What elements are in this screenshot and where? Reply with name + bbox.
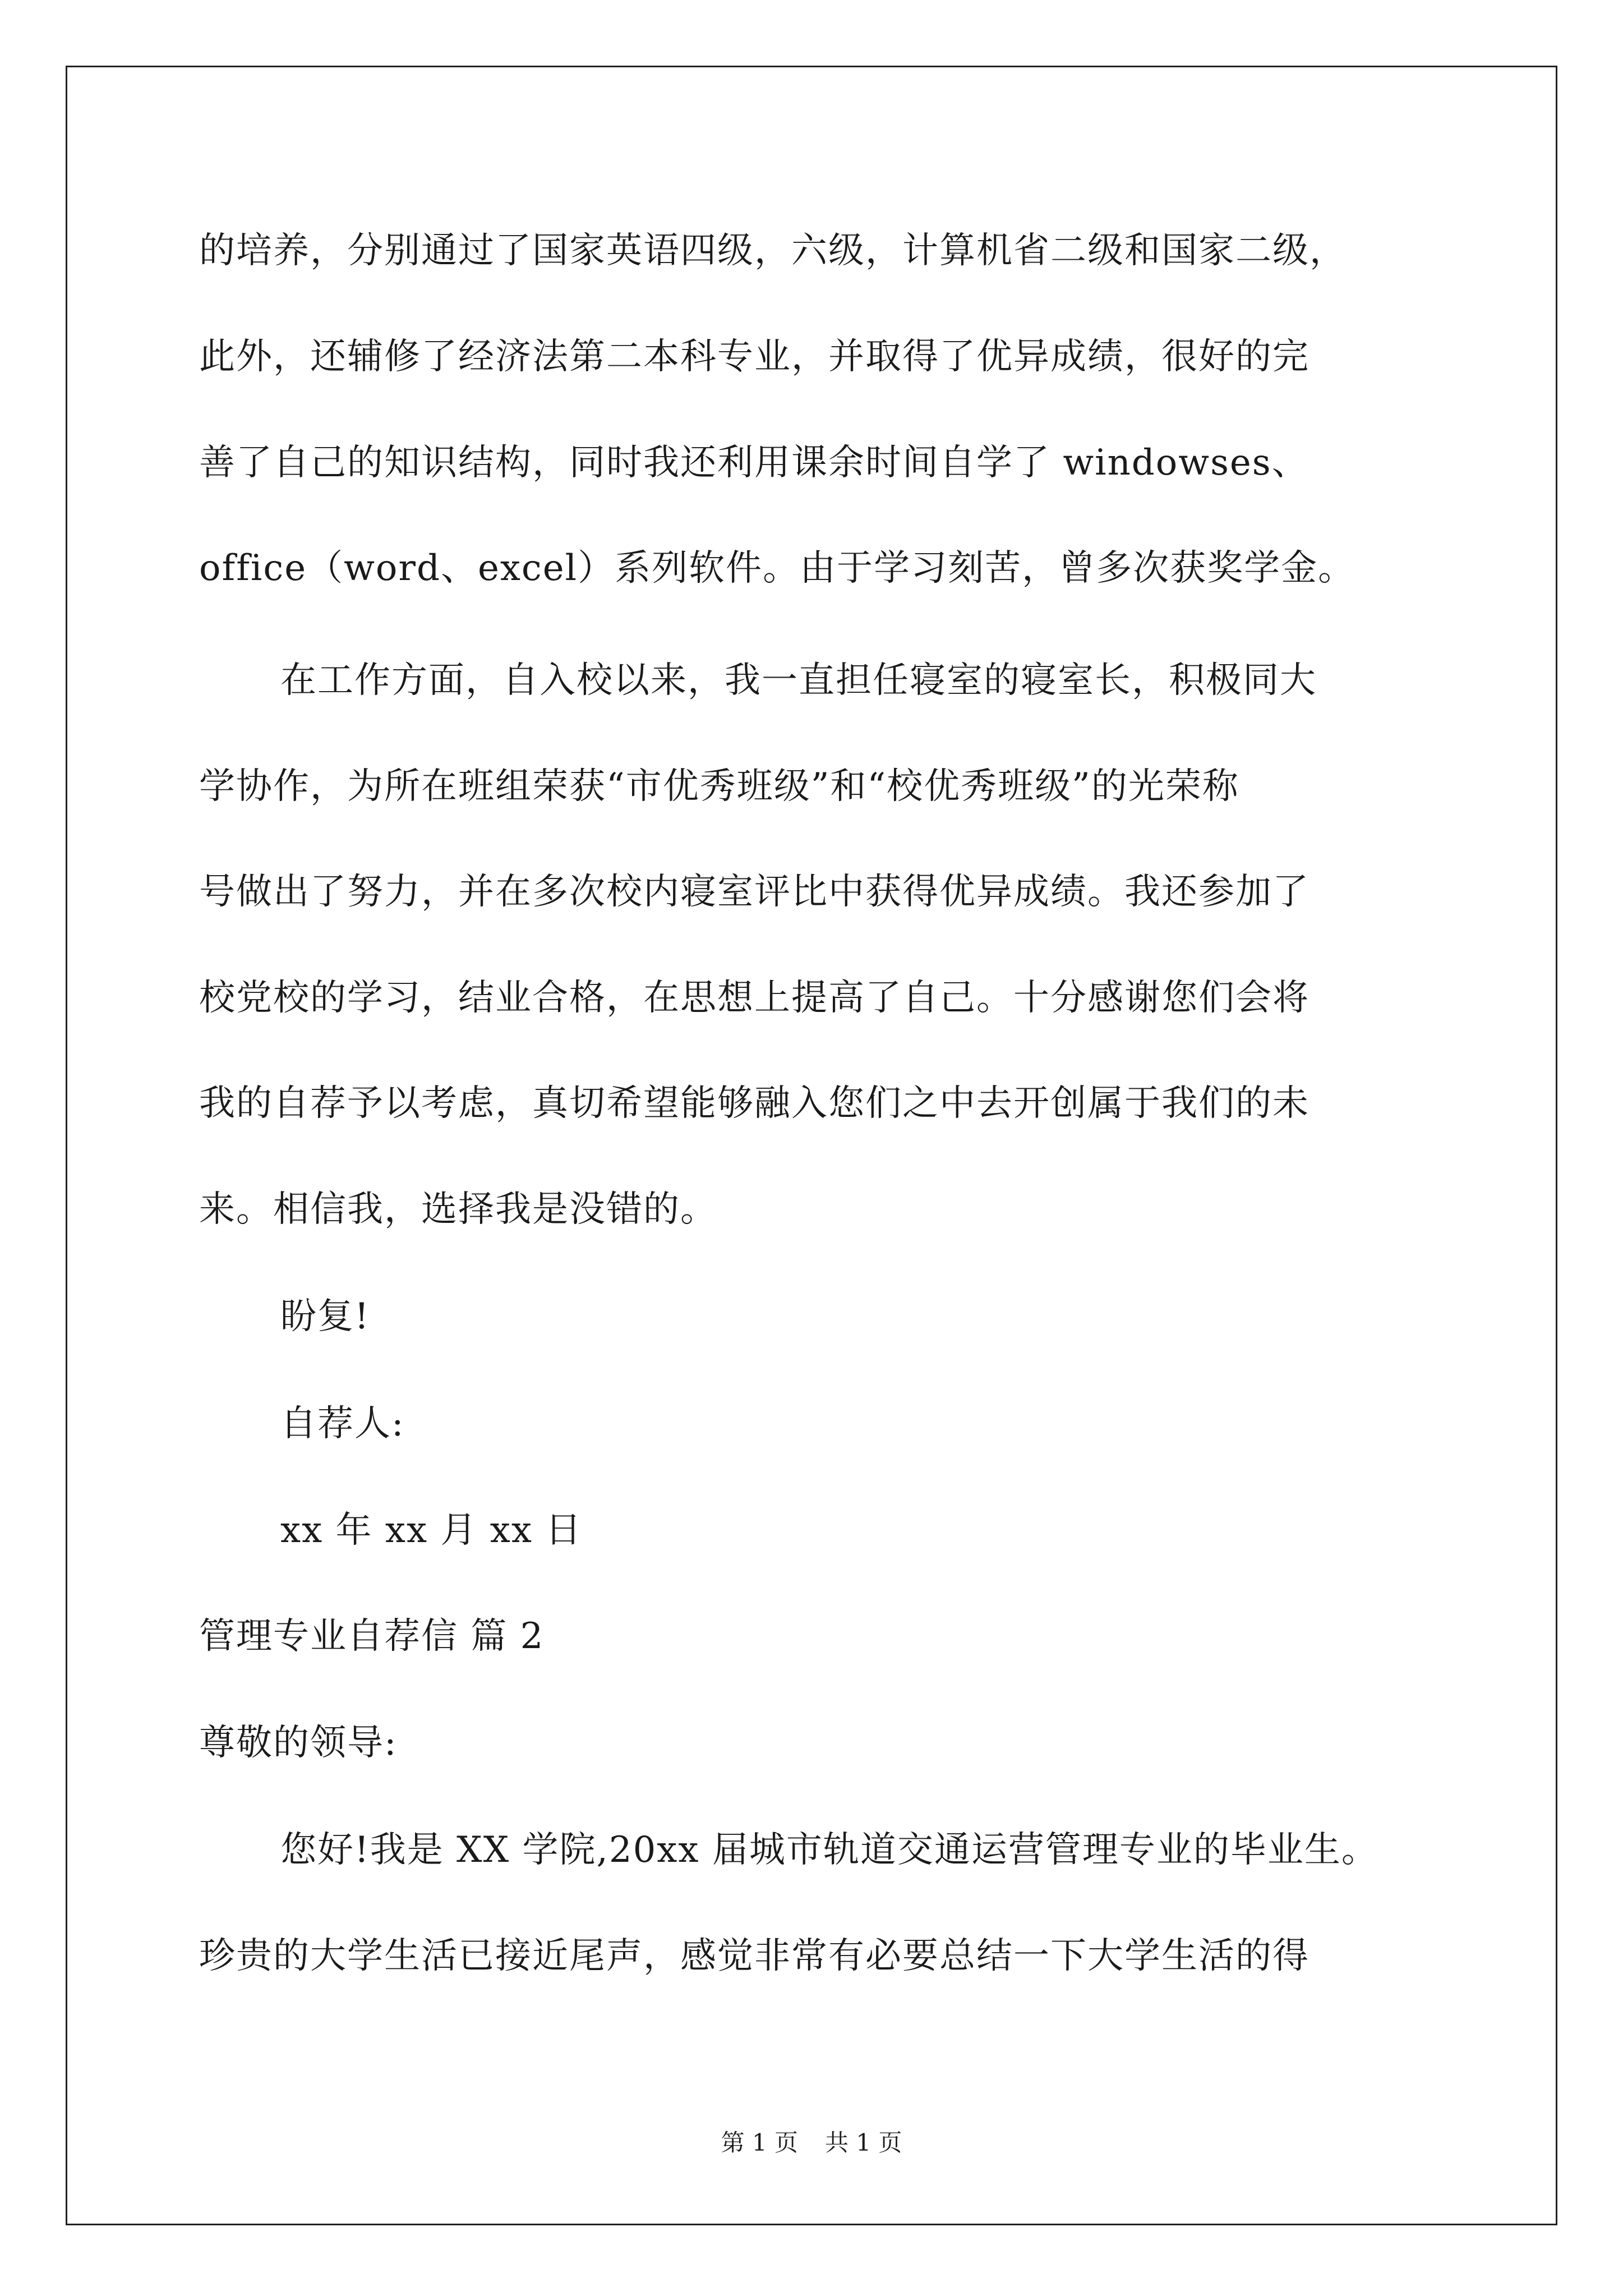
signature-label: 自荐人: xyxy=(280,1403,405,1444)
body-line: 学协作，为所在班组荣获“市优秀班级”和“校优秀班级”的光荣称 xyxy=(199,766,1239,807)
body-line: 我的自荐予以考虑，真切希望能够融入您们之中去开创属于我们的未 xyxy=(199,1083,1310,1124)
page-number: 第 1 页 xyxy=(721,2129,798,2156)
body-line: 校党校的学习，结业合格，在思想上提高了自己。十分感谢您们会将 xyxy=(199,977,1310,1019)
body-line: 号做出了努力，并在多次校内寝室评比中获得优异成绩。我还参加了 xyxy=(199,871,1310,913)
body-line: 此外，还辅修了经济法第二本科专业，并取得了优异成绩，很好的完 xyxy=(199,336,1310,378)
page-footer xyxy=(0,2128,1623,2158)
section-heading: 管理专业自荐信 篇 2 xyxy=(199,1616,545,1657)
salutation: 尊敬的领导: xyxy=(199,1722,398,1764)
paragraph-start-line: 在工作方面，自入校以来，我一直担任寝室的寝室长，积极同大 xyxy=(280,660,1317,701)
body-line: 的培养，分别通过了国家英语四级，六级，计算机省二级和国家二级， xyxy=(199,230,1347,272)
closing-remark: 盼复! xyxy=(280,1296,370,1337)
date-line: xx 年 xx 月 xx 日 xyxy=(280,1510,583,1551)
body-line: 珍贵的大学生活已接近尾声，感觉非常有必要总结一下大学生活的得 xyxy=(199,1935,1310,1977)
paragraph-start-line: 您好!我是 XX 学院,20xx 届城市轨道交通运营管理专业的毕业生。 xyxy=(280,1829,1378,1871)
page-border xyxy=(66,66,1557,2225)
page-count: 共 1 页 xyxy=(825,2129,902,2156)
body-line: 善了自己的知识结构，同时我还利用课余时间自学了 windowses、 xyxy=(199,442,1309,484)
body-line: office（word、excel）系列软件。由于学习刻苦，曾多次获奖学金。 xyxy=(199,547,1355,589)
body-line: 来。相信我，选择我是没错的。 xyxy=(199,1189,717,1230)
